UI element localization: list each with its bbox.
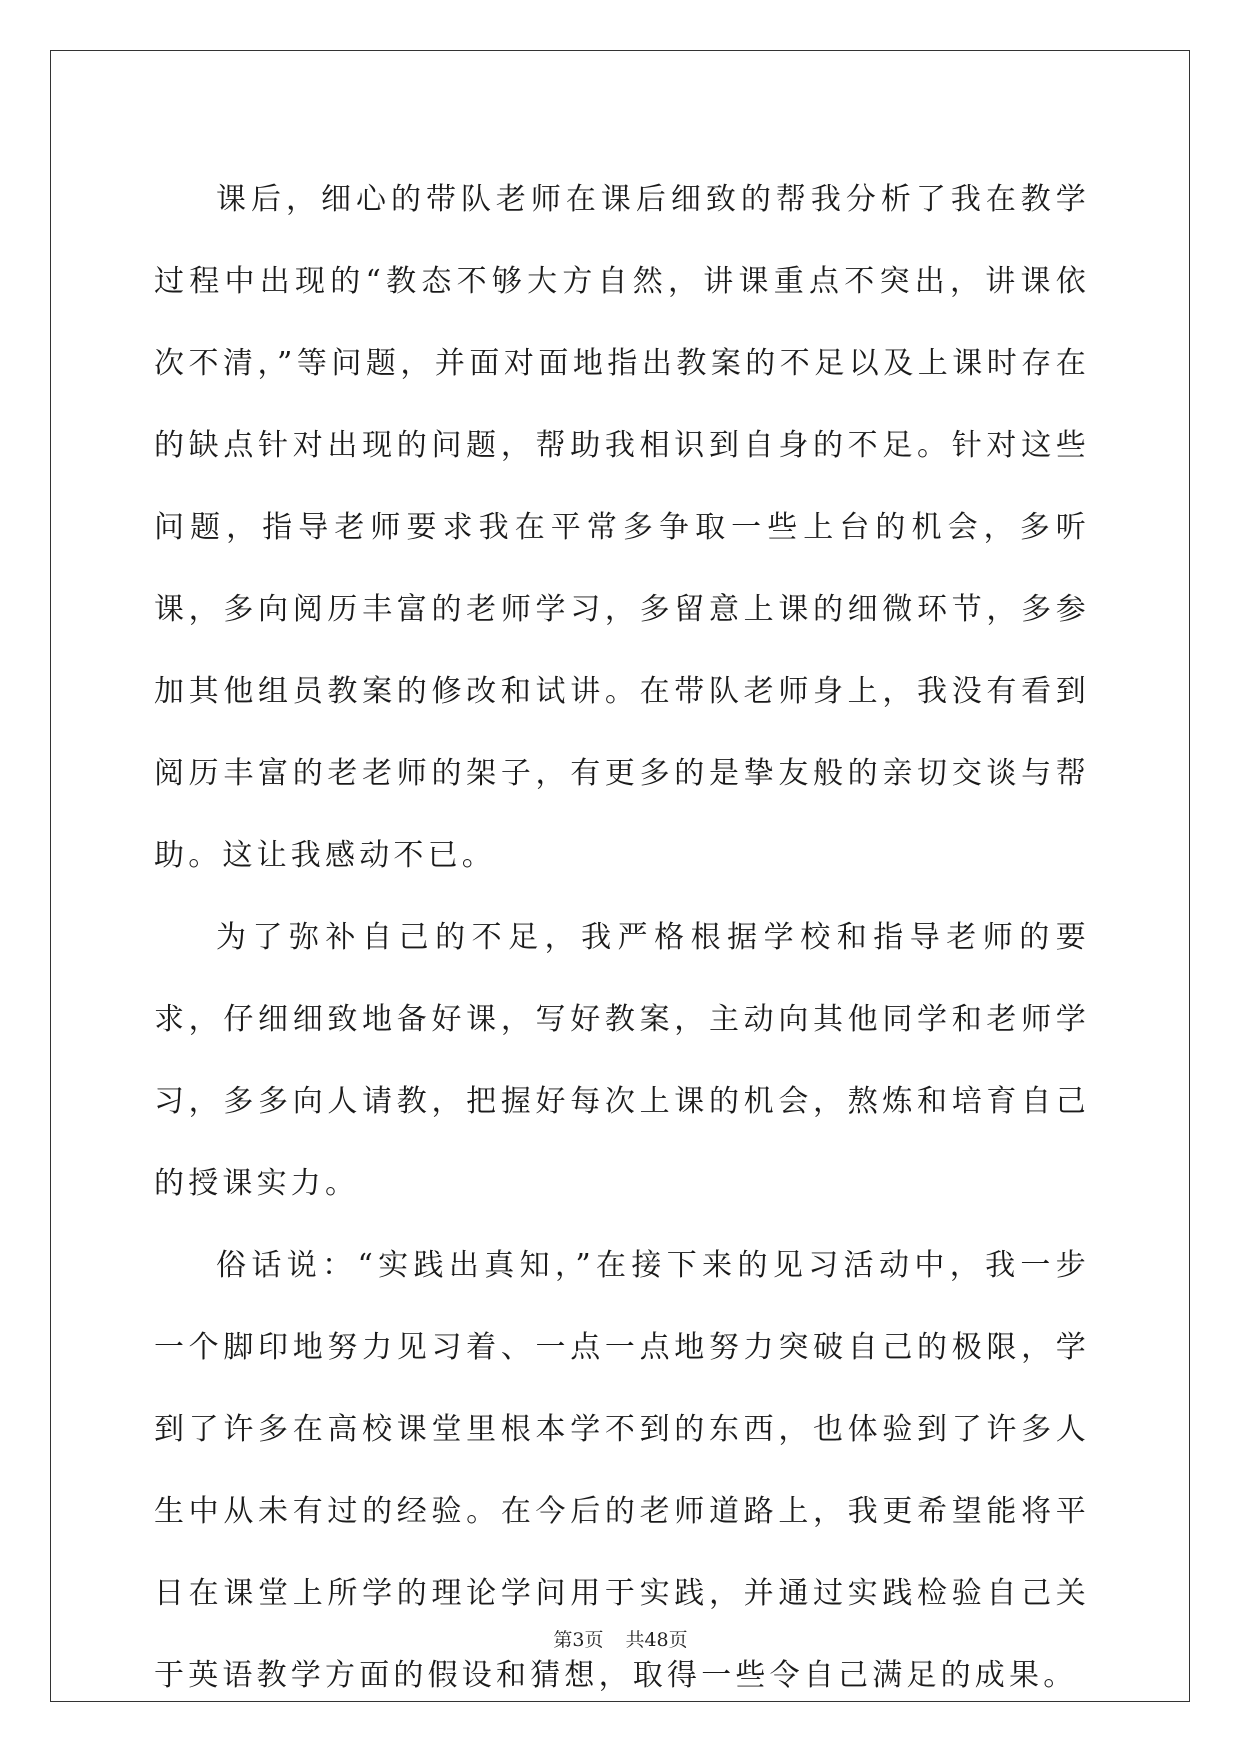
document-body (154, 159, 1090, 1717)
page-total: 共48页 (625, 1629, 688, 1651)
page-footer (0, 1628, 1241, 1652)
paragraph-3: 俗话说：“实践出真知，”在接下来的见习活动中，我一步一个脚印地努力见习着、一点一点地努力突破自己的极限，学到了许多在高校课堂里根本学不到的东西，也体验到了许多人生中从未有过的经验。在今后的老师道路上，我更希望能将平日在课堂上所学的理论学问用于实践，并通过实践检验自己关于英语教学方面的假设和猜想，取得一些令自己满足的成果。 (154, 1248, 1090, 1693)
paragraph-2: 为了弥补自己的不足，我严格根据学校和指导老师的要求，仔细细致地备好课，写好教案，主动向其他同学和老师学习，多多向人请教，把握好每次上课的机会，熬炼和培育自己的授课实力。 (154, 920, 1090, 1201)
page-number: 第3页 (553, 1629, 604, 1651)
paragraph-1: 课后，细心的带队老师在课后细致的帮我分析了我在教学过程中出现的“教态不够大方自然，讲课重点不突出，讲课依次不清，”等问题，并面对面地指出教案的不足以及上课时存在的缺点针对出现的问题，帮助我相识到自身的不足。针对这些问题，指导老师要求我在平常多争取一些上台的机会，多听课，多向阅历丰富的老师学习，多留意上课的细微环节，多参加其他组员教案的修改和试讲。在带队老师身上，我没有看到阅历丰富的老老师的架子，有更多的是挚友般的亲切交谈与帮助。这让我感动不已。 (154, 182, 1090, 873)
